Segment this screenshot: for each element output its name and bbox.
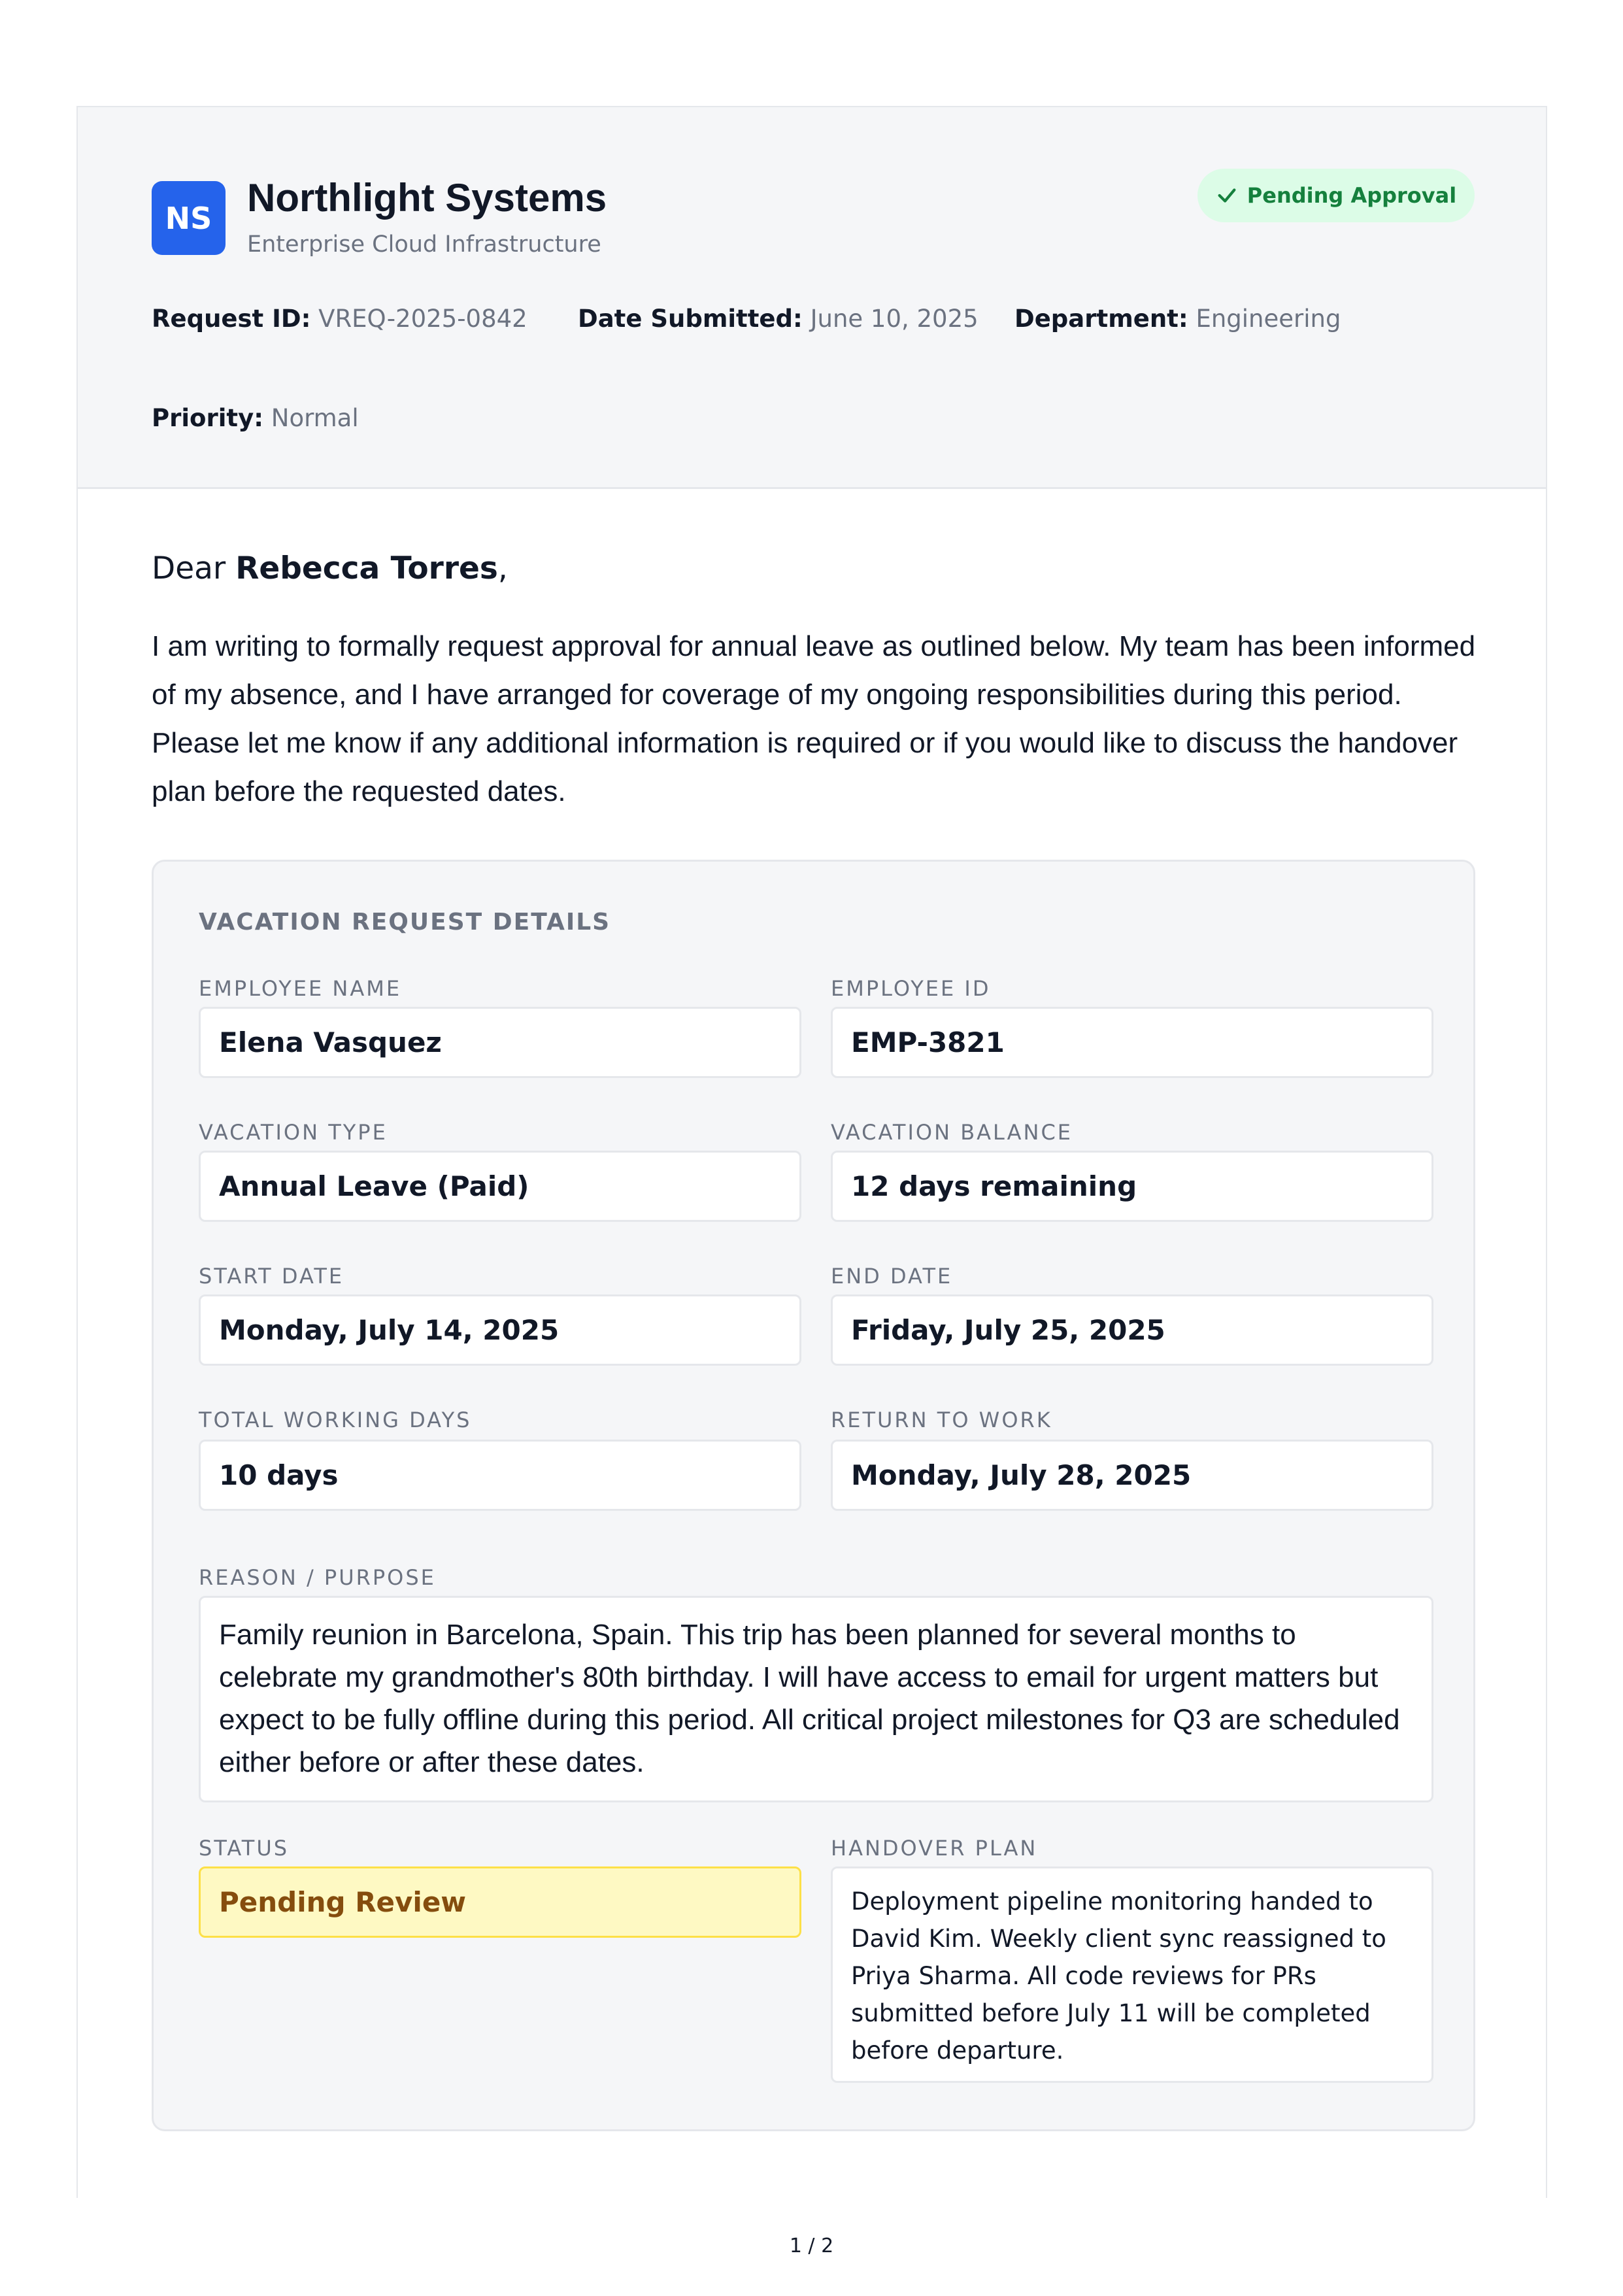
end-date-label: END DATE	[831, 1264, 953, 1289]
vacation-type-label: VACATION TYPE	[199, 1120, 388, 1145]
handover-field: Deployment pipeline monitoring handed to David Kim. Weekly client sync reassigned to Priya Sharma. All code reviews for PRs submitted before July 11 will be completed before departure.	[831, 1866, 1433, 2083]
document-page	[76, 106, 1547, 2198]
employee-id-label: EMPLOYEE ID	[831, 976, 991, 1001]
request-id	[152, 305, 527, 333]
details-title: VACATION REQUEST DETAILS	[199, 909, 611, 936]
date-submitted-label: Date Submitted:	[578, 305, 803, 333]
employee-name-label: EMPLOYEE NAME	[199, 976, 402, 1001]
end-date-field: Friday, July 25, 2025	[831, 1294, 1433, 1366]
recipient-name: Rebecca Torres	[235, 550, 498, 586]
department	[1014, 305, 1341, 333]
request-id-value: VREQ-2025-0842	[318, 305, 527, 333]
employee-id-field: EMP-3821	[831, 1007, 1433, 1078]
return-date-label: RETURN TO WORK	[831, 1408, 1052, 1432]
reason-field: Family reunion in Barcelona, Spain. This trip has been planned for several months to celebrate my grandmother's 80th birthday. I will have access to email for urgent matters but expect to be fully offline during this period. All critical project milestones for Q3 are scheduled either before or after these dates.	[199, 1596, 1433, 1802]
vacation-balance-field: 12 days remaining	[831, 1151, 1433, 1222]
vacation-type-field: Annual Leave (Paid)	[199, 1151, 801, 1222]
request-id-label: Request ID:	[152, 305, 311, 333]
priority-label: Priority:	[152, 404, 263, 432]
status-badge	[1197, 169, 1475, 222]
greeting	[152, 550, 508, 586]
reason-label: REASON / PURPOSE	[199, 1565, 436, 1590]
salutation-end: ,	[497, 550, 508, 586]
company-tagline: Enterprise Cloud Infrastructure	[247, 231, 601, 258]
handover-label: HANDOVER PLAN	[831, 1836, 1038, 1861]
start-date-field: Monday, July 14, 2025	[199, 1294, 801, 1366]
status-badge-label: Pending Approval	[1247, 183, 1457, 208]
return-date-field: Monday, July 28, 2025	[831, 1440, 1433, 1511]
start-date-label: START DATE	[199, 1264, 344, 1289]
vacation-balance-label: VACATION BALANCE	[831, 1120, 1073, 1145]
department-value: Engineering	[1196, 305, 1341, 333]
status-field: Pending Review	[199, 1866, 801, 1938]
date-submitted-value: June 10, 2025	[810, 305, 979, 333]
company-name: Northlight Systems	[247, 176, 607, 220]
company-logo: NS	[152, 181, 226, 255]
priority-value: Normal	[271, 404, 359, 432]
date-submitted	[578, 305, 979, 333]
total-days-field: 10 days	[199, 1440, 801, 1511]
intro-paragraph: I am writing to formally request approval for annual leave as outlined below. My team has been informed of my absence, and I have arranged for coverage of my ongoing responsibilities during this period. Please let me know if any additional information is required or if you would like to discuss the handover plan before the requested dates.	[152, 630, 1476, 807]
request-header	[78, 107, 1546, 489]
page-number: 1 / 2	[789, 2235, 834, 2257]
employee-name-field: Elena Vasquez	[199, 1007, 801, 1078]
check-icon	[1216, 184, 1238, 207]
status-label: STATUS	[199, 1836, 290, 1861]
department-label: Department:	[1014, 305, 1188, 333]
total-days-label: TOTAL WORKING DAYS	[199, 1408, 472, 1432]
priority	[152, 404, 359, 432]
vacation-details-card	[152, 860, 1475, 2131]
salutation: Dear	[152, 550, 226, 586]
